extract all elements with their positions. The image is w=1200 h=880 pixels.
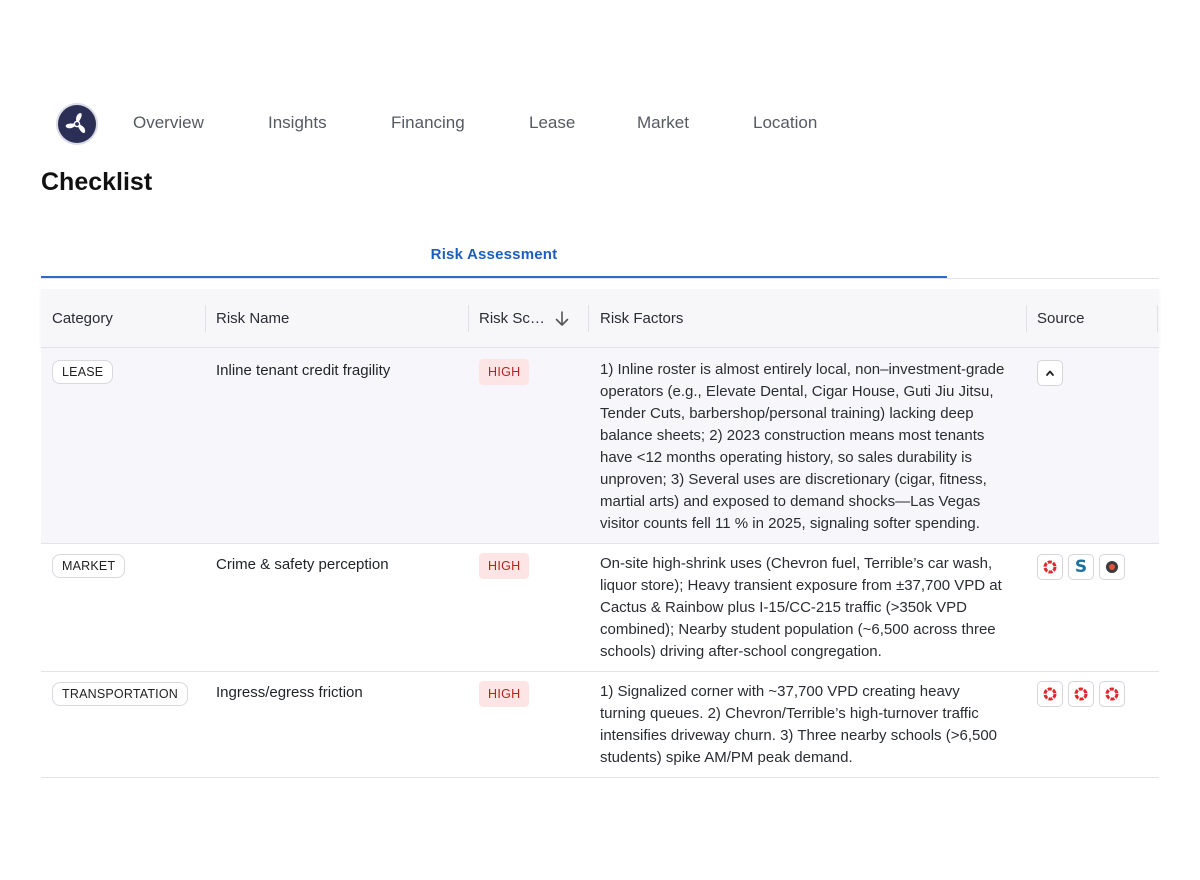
- status-badge: HIGH: [479, 553, 529, 579]
- factor-line: martial arts) and exposed to demand shocks—Las Vegas: [600, 493, 981, 510]
- column-divider[interactable]: [1157, 305, 1158, 332]
- risk-score-cell: [479, 359, 529, 385]
- factor-line: have <12 months operating history, so sales durability is: [600, 449, 973, 466]
- risk-factors: [600, 553, 1016, 663]
- tab-bar: [41, 232, 1159, 279]
- column-divider[interactable]: [588, 305, 589, 332]
- factor-line: On-site high-shrink uses (Chevron fuel, Terrible’s car wash,: [600, 555, 993, 572]
- factor-line: intensifies driveway churn. 3) Three nearby schools (>6,500: [600, 727, 998, 744]
- column-divider[interactable]: [205, 305, 206, 332]
- factor-line: schools) driving after-school congregation.: [600, 643, 882, 660]
- source-cell: [1037, 360, 1063, 386]
- red-ring-logo-icon[interactable]: [1068, 681, 1094, 707]
- tab-risk-assessment[interactable]: Risk Assessment: [41, 232, 947, 278]
- column-label: Risk Sc…: [479, 310, 545, 327]
- column-divider[interactable]: [1026, 305, 1027, 332]
- column-header-risk-score[interactable]: [479, 289, 569, 348]
- category-cell: [52, 554, 125, 578]
- nav-overview[interactable]: Overview: [133, 113, 204, 132]
- category-cell: [52, 682, 188, 706]
- top-nav: [58, 104, 818, 144]
- risk-factors: [600, 681, 1016, 769]
- category-chip: TRANSPORTATION: [52, 682, 188, 706]
- factor-line: 1) Inline roster is almost entirely local, non–investment-grade: [600, 361, 1005, 378]
- column-label: Source: [1037, 310, 1085, 327]
- column-label: Risk Name: [216, 310, 290, 327]
- red-ring-logo-icon[interactable]: [1037, 681, 1063, 707]
- source-cell: [1037, 681, 1125, 707]
- propeller-icon[interactable]: [58, 105, 96, 143]
- risk-name: Ingress/egress friction: [216, 684, 363, 701]
- table-header: [41, 289, 1159, 348]
- risk-name: Inline tenant credit fragility: [216, 362, 391, 379]
- nav-financing[interactable]: Financing: [391, 113, 465, 132]
- nav-location[interactable]: Location: [753, 113, 818, 132]
- status-badge: HIGH: [479, 681, 529, 707]
- factor-line: Tender Cuts, barbershop/personal training) lacking deep: [600, 405, 974, 422]
- factor-line: visitor counts fell 11 % in 2025, signaling softer spending.: [600, 515, 980, 532]
- category-chip: LEASE: [52, 360, 113, 384]
- factor-line: combined); Nearby student population (~6,500 across three: [600, 621, 996, 638]
- column-header-category[interactable]: [52, 289, 113, 348]
- factor-line: students) spike AM/PM peak demand.: [600, 749, 853, 766]
- table-row[interactable]: [41, 544, 1159, 672]
- factor-line: Cactus & Rainbow plus I-15/CC-215 traffic (>350k VPD: [600, 599, 967, 616]
- factor-line: balance sheets; 2) 2023 construction means most tenants: [600, 427, 985, 444]
- chevron-up-icon[interactable]: [1037, 360, 1063, 386]
- factor-line: unproven; 3) Several uses are discretionary (cigar, fitness,: [600, 471, 987, 488]
- column-divider[interactable]: [468, 305, 469, 332]
- factor-line: operators (e.g., Elevate Dental, Cigar House, Guti Jiu Jitsu,: [600, 383, 994, 400]
- red-ring-logo-icon[interactable]: [1099, 681, 1125, 707]
- risk-name: Crime & safety perception: [216, 556, 389, 573]
- nav-insights[interactable]: Insights: [268, 113, 327, 132]
- risk-score-cell: [479, 681, 529, 707]
- factor-line: 1) Signalized corner with ~37,700 VPD creating heavy: [600, 683, 960, 700]
- table-row[interactable]: [41, 348, 1159, 544]
- source-cell: [1037, 554, 1125, 580]
- page-title: Checklist: [41, 168, 153, 196]
- s-logo-icon[interactable]: S: [1068, 554, 1094, 580]
- arrow-down-icon[interactable]: [555, 311, 569, 327]
- risk-table: [41, 289, 1159, 778]
- risk-factors: [600, 359, 1016, 535]
- nav-market[interactable]: Market: [637, 113, 689, 132]
- status-badge: HIGH: [479, 359, 529, 385]
- column-header-source[interactable]: [1037, 289, 1085, 348]
- factor-line: turning queues. 2) Chevron/Terrible’s high-turnover traffic: [600, 705, 979, 722]
- red-ring-logo-icon[interactable]: [1037, 554, 1063, 580]
- column-label: Category: [52, 310, 113, 327]
- category-cell: [52, 360, 113, 384]
- table-row[interactable]: [41, 672, 1159, 778]
- column-label: Risk Factors: [600, 310, 684, 327]
- risk-score-cell: [479, 553, 529, 579]
- column-header-risk-name[interactable]: [216, 289, 289, 348]
- nav-lease[interactable]: Lease: [529, 113, 576, 132]
- category-chip: MARKET: [52, 554, 125, 578]
- factor-line: liquor store); Heavy transient exposure from ±37,700 VPD at: [600, 577, 1002, 594]
- column-header-risk-factors[interactable]: [600, 289, 683, 348]
- dark-circle-logo-icon[interactable]: [1099, 554, 1125, 580]
